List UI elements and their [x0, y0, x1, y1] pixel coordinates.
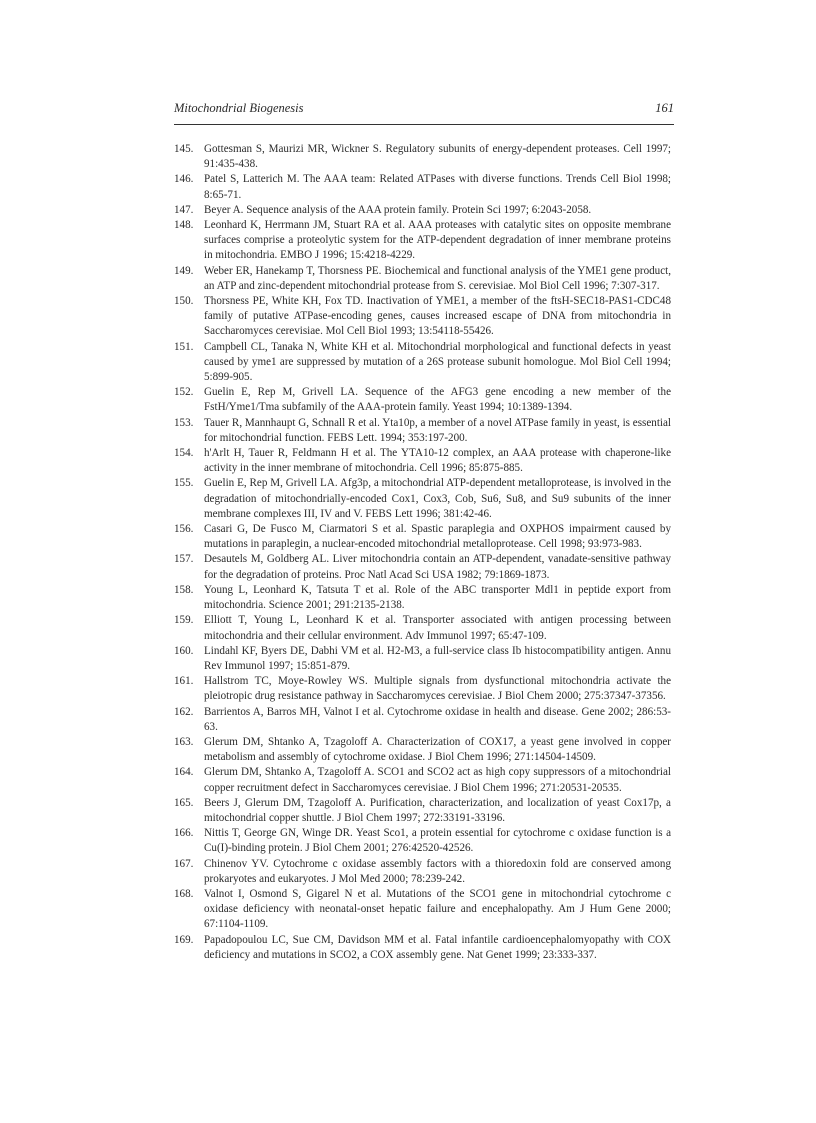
reference-text: Gottesman S, Maurizi MR, Wickner S. Regulatory subunits of energy-dependent proteases. Cell 1997; 91:435-438. — [204, 143, 671, 171]
reference-text: h'Arlt H, Tauer R, Feldmann H et al. The YTA10-12 complex, an AAA protease with chaperone-like activity in the inner membrane of mitochondria. Cell 1996; 85:875-885. — [204, 447, 671, 475]
reference-item — [174, 583, 671, 613]
reference-text: Guelin E, Rep M, Grivell LA. Afg3p, a mitochondrial ATP-dependent metalloprotease, is involved in the degradation of mitochondrially-encoded Cox1, Cox3, Cob, Su6, Su8, and Su9 subunits of the inner membrane complexes III, IV and V. FEBS Lett 1996; 381:42-46. — [204, 477, 671, 520]
reference-item — [174, 172, 671, 202]
reference-item — [174, 446, 671, 476]
reference-number: 148. — [174, 219, 194, 232]
reference-text: Elliott T, Young L, Leonhard K et al. Transporter associated with antigen processing between mitochondria and their cellular environment. Adv Immunol 1997; 65:47-109. — [204, 614, 671, 642]
reference-text: Barrientos A, Barros MH, Valnot I et al. Cytochrome oxidase in health and disease. Gene 2002; 286:53-63. — [204, 705, 671, 733]
page-number: 161 — [655, 101, 674, 115]
reference-number: 169. — [174, 933, 194, 946]
reference-item — [174, 142, 671, 172]
reference-text: Young L, Leonhard K, Tatsuta T et al. Role of the ABC transporter Mdl1 in peptide export from mitochondria. Science 2001; 291:2135-2138. — [204, 583, 671, 612]
reference-number: 163. — [174, 735, 194, 748]
reference-text: Hallstrom TC, Moye-Rowley WS. Multiple signals from dysfunctional mitochondria activate the pleiotropic drug resistance pathway in Saccharomyces cerevisiae. J Biol Chem 2000; 275:37347-37356. — [204, 675, 671, 703]
reference-number: 153. — [174, 416, 194, 429]
reference-item — [174, 705, 671, 735]
reference-number: 147. — [174, 203, 194, 216]
reference-text: Tauer R, Mannhaupt G, Schnall R et al. Yta10p, a member of a novel ATPase family in yeast, is essential for mitochondrial function. FEBS Lett. 1994; 353:197-200. — [204, 416, 671, 444]
reference-number: 164. — [174, 766, 194, 779]
reference-text: Beyer A. Sequence analysis of the AAA protein family. Protein Sci 1997; 6:2043-2058. — [204, 203, 592, 216]
reference-text: Papadopoulou LC, Sue CM, Davidson MM et al. Fatal infantile cardioencephalomyopathy with COX deficiency and mutations in SCO2, a COX assembly gene. Nat Genet 1999; 23:333-337. — [204, 933, 671, 961]
header-rule — [174, 124, 674, 125]
reference-text: Guelin E, Rep M, Grivell LA. Sequence of the AFG3 gene encoding a new member of the FstH/Yme1/Tma subfamily of the AAA-protein family. Yeast 1994; 10:1389-1394. — [204, 386, 671, 414]
reference-number: 150. — [174, 295, 194, 308]
reference-text: Glerum DM, Shtanko A, Tzagoloff A. Characterization of COX17, a yeast gene involved in copper metabolism and assembly of cytochrome oxidase. J Biol Chem 1996; 271:14504-14509. — [204, 735, 671, 764]
reference-number: 149. — [174, 264, 194, 277]
reference-number: 151. — [174, 340, 194, 353]
reference-text: Leonhard K, Herrmann JM, Stuart RA et al. AAA proteases with catalytic sites on opposite membrane surfaces comprise a proteolytic system for the ATP-dependent degradation of inner membrane proteins in mitochondria. EMBO J 1996; 15:4218-4229. — [204, 219, 671, 262]
reference-text: Beers J, Glerum DM, Tzagoloff A. Purification, characterization, and localization of yeast Cox17p, a mitochondrial copper shuttle. J Biol Chem 1997; 272:33191-33196. — [204, 796, 671, 824]
reference-number: 167. — [174, 857, 194, 870]
reference-number: 156. — [174, 523, 194, 536]
reference-text: Nittis T, George GN, Winge DR. Yeast Sco1, a protein essential for cytochrome c oxidase function is a Cu(I)-binding protein. J Biol Chem 2001; 276:42520-42526. — [204, 827, 671, 855]
reference-list — [174, 142, 671, 963]
reference-item — [174, 826, 671, 856]
reference-item — [174, 416, 671, 446]
reference-number: 165. — [174, 796, 194, 809]
reference-item — [174, 735, 671, 765]
reference-number: 157. — [174, 553, 194, 566]
reference-item — [174, 218, 671, 264]
reference-number: 168. — [174, 887, 194, 900]
reference-text: Valnot I, Osmond S, Gigarel N et al. Mutations of the SCO1 gene in mitochondrial cytochrome c oxidase deficiency with neonatal-onset hepatic failure and encephalopathy. Am J Hum Gene 2000; 67:1104-1109. — [204, 887, 671, 931]
reference-item — [174, 933, 671, 963]
reference-item — [174, 644, 671, 674]
reference-text: Patel S, Latterich M. The AAA team: Related ATPases with diverse functions. Trends Cell Biol 1998; 8:65-71. — [204, 173, 671, 201]
reference-text: Weber ER, Hanekamp T, Thorsness PE. Biochemical and functional analysis of the YME1 gene product, an ATP and zinc-dependent mitochondrial protease from S. cerevisiae. Mol Biol Cell 1996; 7:307-317. — [204, 264, 671, 292]
reference-text: Campbell CL, Tanaka N, White KH et al. Mitochondrial morphological and functional defects in yeast caused by yme1 are suppressed by mutation of a 26S protease subunit homologue. Mol Biol Cell 1994; 5:899-905. — [204, 340, 671, 384]
reference-item — [174, 340, 671, 386]
reference-item — [174, 294, 671, 340]
reference-number: 145. — [174, 143, 194, 155]
reference-text: Desautels M, Goldberg AL. Liver mitochondria contain an ATP-dependent, vanadate-sensitive pathway for the degradation of proteins. Proc Natl Acad Sci USA 1982; 79:1869-1873. — [204, 553, 671, 581]
reference-item — [174, 613, 671, 643]
reference-text: Chinenov YV. Cytochrome c oxidase assembly factors with a thioredoxin fold are conserved among prokaryotes and eukaryotes. J Mol Med 2000; 78:239-242. — [204, 857, 671, 885]
reference-item — [174, 385, 671, 415]
reference-item — [174, 203, 671, 218]
reference-item — [174, 522, 671, 552]
running-header — [174, 101, 674, 119]
reference-number: 166. — [174, 827, 194, 840]
reference-text: Thorsness PE, White KH, Fox TD. Inactivation of YME1, a member of the ftsH-SEC18-PAS1-CDC48 family of putative ATPase-encoding genes, causes increased escape of DNA from mitochondria in Saccharomyces cerevisiae. Mol Cell Biol 1993; 13:54118-55426. — [204, 295, 671, 338]
reference-number: 159. — [174, 614, 194, 627]
reference-number: 155. — [174, 477, 194, 490]
reference-text: Casari G, De Fusco M, Ciarmatori S et al. Spastic paraplegia and OXPHOS impairment caused by mutations in paraplegin, a nuclear-encoded mitochondrial metalloprotease. Cell 1998; 93:973-983. — [204, 523, 671, 551]
reference-number: 152. — [174, 386, 194, 399]
reference-item — [174, 552, 671, 582]
reference-item — [174, 887, 671, 933]
reference-item — [174, 857, 671, 887]
running-title: Mitochondrial Biogenesis — [174, 101, 304, 115]
reference-item — [174, 264, 671, 294]
reference-item — [174, 476, 671, 522]
reference-number: 146. — [174, 173, 194, 186]
reference-text: Glerum DM, Shtanko A, Tzagoloff A. SCO1 and SCO2 act as high copy suppressors of a mitochondrial copper recruitment defect in Saccharomyces cerevisiae. J Biol Chem 1996; 271:20531-20535. — [204, 766, 671, 794]
reference-number: 160. — [174, 644, 194, 657]
reference-item — [174, 674, 671, 704]
reference-item — [174, 796, 671, 826]
reference-number: 158. — [174, 583, 194, 596]
reference-item — [174, 765, 671, 795]
reference-number: 154. — [174, 447, 194, 460]
reference-number: 161. — [174, 675, 194, 688]
reference-text: Lindahl KF, Byers DE, Dabhi VM et al. H2-M3, a full-service class Ib histocompatibility antigen. Annu Rev Immunol 1997; 15:851-879. — [204, 644, 671, 672]
reference-number: 162. — [174, 705, 194, 718]
